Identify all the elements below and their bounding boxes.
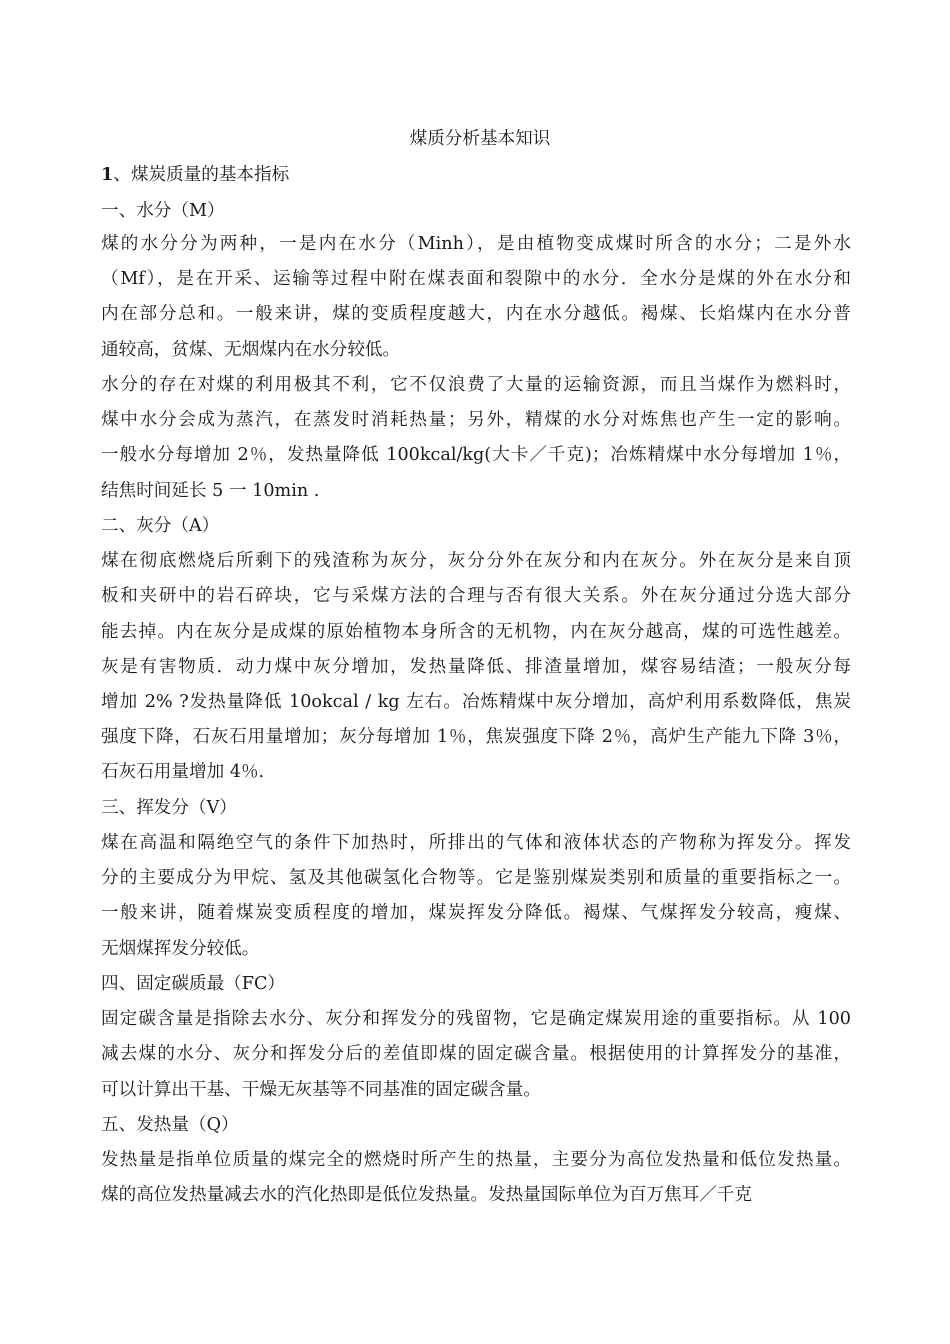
- paragraph-line: 能去掉。内在灰分是成煤的原始植物本身所含的无机物，内在灰分越高，煤的可选性越差。: [101, 622, 851, 642]
- paragraph-line: 煤的高位发热量减去水的汽化热即是低位发热量。发热量国际单位为百万焦耳／千克: [101, 1185, 752, 1205]
- paragraph-line: 一般来讲，随着煤炭变质程度的增加，煤炭挥发分降低。褐煤、气煤挥发分较高，瘦煤、: [101, 903, 851, 923]
- paragraph-line: 煤中水分会成为蒸汽，在蒸发时消耗热量；另外，精煤的水分对炼焦也产生一定的影响。: [101, 410, 851, 430]
- paragraph-line: （Mf），是在开采、运输等过程中附在煤表面和裂隙中的水分．全水分是煤的外在水分和: [101, 269, 851, 289]
- paragraph-line: 分的主要成分为甲烷、氢及其他碳氢化合物等。它是鉴别煤炭类别和质量的重要指标之一。: [101, 868, 851, 888]
- paragraph-line: 发热量是指单位质量的煤完全的燃烧时所产生的热量，主要分为高位发热量和低位发热量。: [101, 1150, 851, 1170]
- paragraph-line: 减去煤的水分、灰分和挥发分后的差值即煤的固定碳含量。根据使用的计算挥发分的基准，: [101, 1044, 851, 1064]
- paragraph-line: 石灰石用量增加 4％.: [101, 762, 265, 782]
- paragraph-line: 通较高，贫煤、无烟煤内在水分较低。: [101, 340, 401, 360]
- paragraph-line: 煤在高温和隔绝空气的条件下加热时，所排出的气体和液体状态的产物称为挥发分。挥发: [101, 833, 851, 853]
- section-title: 、煤炭质量的基本指标: [113, 165, 290, 185]
- subheading-volatile: 三、挥发分（V）: [101, 798, 237, 818]
- paragraph-line: 水分的存在对煤的利用极其不利，它不仅浪费了大量的运输资源，而且当煤作为燃料时，: [101, 375, 851, 395]
- paragraph-line: 煤的水分分为两种，一是内在水分（Minh），是由植物变成煤时所含的水分；二是外水: [101, 234, 851, 254]
- paragraph-line: 煤在彻底燃烧后所剩下的残渣称为灰分，灰分分外在灰分和内在灰分。外在灰分是来自顶: [101, 551, 851, 571]
- paragraph-line: 强度下降，石灰石用量增加；灰分每增加 1％，焦炭强度下降 2％，高炉生产能九下降 3％，: [101, 727, 851, 747]
- section-number: 1: [101, 164, 114, 185]
- subheading-fixed-carbon: 四、固定碳质最（FC）: [101, 974, 286, 994]
- subheading-calorific: 五、发热量（Q）: [101, 1115, 239, 1135]
- subheading-moisture: 一、水分（M）: [101, 201, 225, 221]
- subheading-ash: 二、灰分（A）: [101, 516, 220, 536]
- paragraph-line: 内在部分总和。一般来讲，煤的变质程度越大，内在水分越低。褐煤、长焰煤内在水分普: [101, 304, 851, 324]
- paragraph-line: 一般水分每增加 2％，发热量降低 100kcal/kg(大卡／千克)；冶炼精煤中水分每增加 1％，: [101, 445, 851, 465]
- paragraph-line: 增加 2% ?发热量降低 10okcal / kg 左右。冶炼精煤中灰分增加，高炉利用系数降低，焦炭: [101, 692, 851, 712]
- paragraph-line: 结焦时间延长 5 一 10min .: [101, 481, 320, 501]
- paragraph-line: 灰是有害物质．动力煤中灰分增加，发热量降低、排渣量增加，煤容易结渣；一般灰分每: [101, 657, 851, 677]
- paragraph-line: 板和夹研中的岩石碎块，它与采煤方法的合理与否有很大关系。外在灰分通过分选大部分: [101, 586, 851, 606]
- paragraph-line: 无烟煤挥发分较低。: [101, 939, 260, 959]
- document-title: 煤质分析基本知识: [409, 129, 551, 149]
- paragraph-line: 可以计算出干基、干燥无灰基等不同基准的固定碳含量。: [101, 1080, 541, 1100]
- section-heading: [101, 164, 289, 186]
- paragraph-line: 固定碳含量是指除去水分、灰分和挥发分的残留物，它是确定煤炭用途的重要指标。从 100: [101, 1009, 851, 1029]
